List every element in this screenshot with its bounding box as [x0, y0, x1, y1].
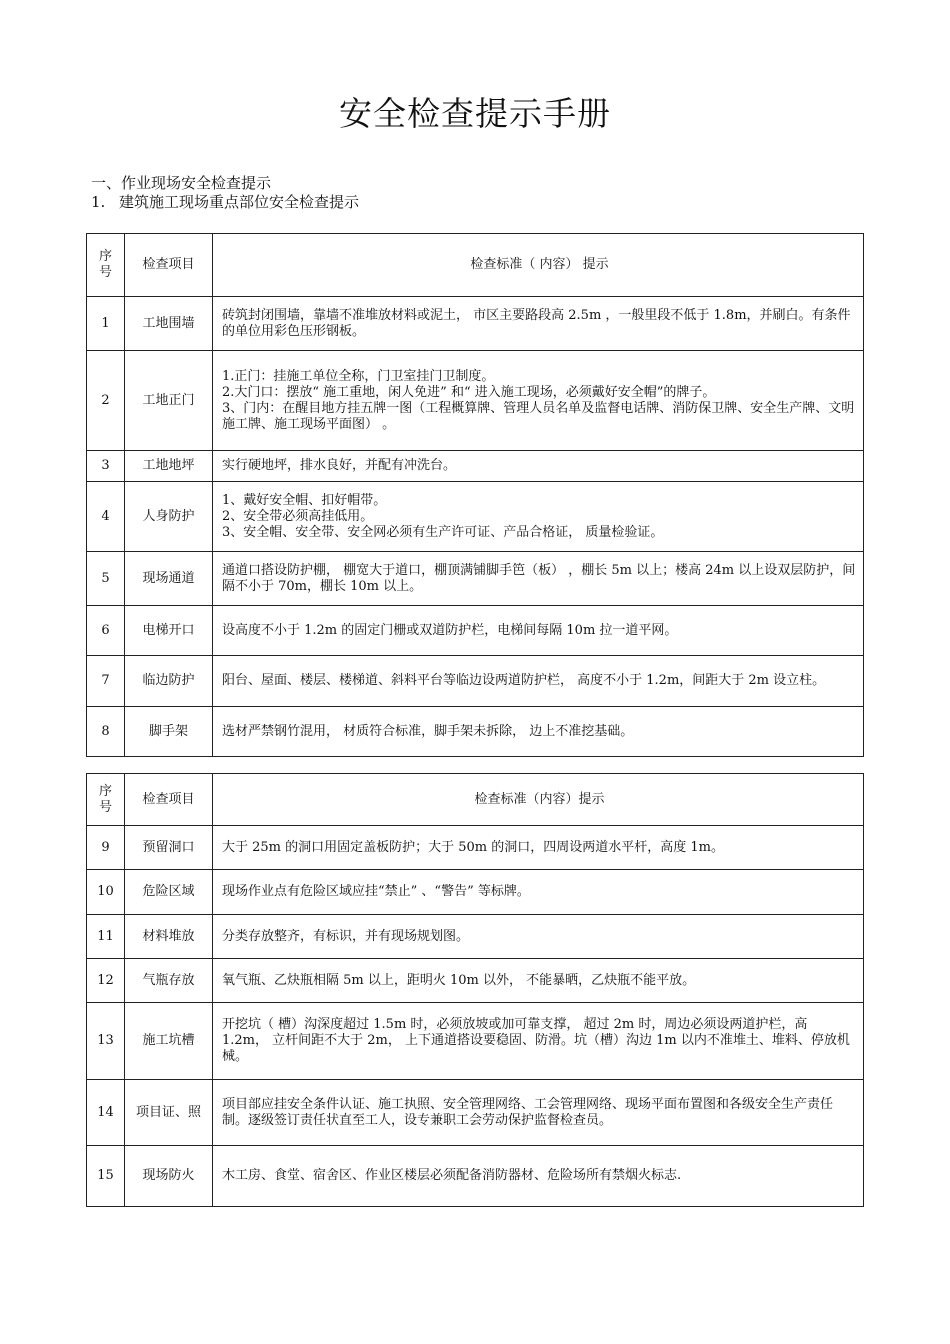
- standard-line: 阳台、屋面、楼层、楼梯道、斜料平台等临边设两道防护栏， 高度不小于 1.2m，间距大于 2m 设立柱。: [222, 673, 826, 688]
- standard-line: 木工房、食堂、宿舍区、作业区楼层必须配备消防器材、危险场所有禁烟火标志.: [222, 1168, 682, 1183]
- row-item: 施工坑槽: [125, 1003, 213, 1080]
- row-item: 工地围墙: [125, 297, 213, 351]
- table-row: [87, 1146, 864, 1207]
- row-standard: [213, 707, 864, 757]
- row-seq: 4: [87, 482, 125, 552]
- row-standard: [213, 1003, 864, 1080]
- row-item: 现场防火: [125, 1146, 213, 1207]
- row-seq: 14: [87, 1080, 125, 1146]
- table-row: [87, 552, 864, 606]
- standard-line: 3、门内：在醒目地方挂五牌一图（工程概算牌、管理人员名单及监督电话牌、消防保卫牌、安全生产牌、文明施工牌、施工现场平面图） 。: [222, 400, 855, 432]
- row-standard: [213, 451, 864, 482]
- row-standard: [213, 351, 864, 451]
- row-item: 人身防护: [125, 482, 213, 552]
- row-standard: [213, 959, 864, 1003]
- table-row: [87, 870, 864, 915]
- table-row: [87, 915, 864, 959]
- row-seq: 5: [87, 552, 125, 606]
- table-row: [87, 451, 864, 482]
- row-seq: 3: [87, 451, 125, 482]
- row-standard: [213, 656, 864, 707]
- row-standard: [213, 297, 864, 351]
- row-item: 工地地坪: [125, 451, 213, 482]
- row-standard: [213, 1146, 864, 1207]
- row-item: 气瓶存放: [125, 959, 213, 1003]
- standard-line: 开挖坑（ 槽）沟深度超过 1.5m 时，必须放坡或加可靠支撑， 超过 2m 时，周边必须设两道护栏，高 1.2m， 立杆间距不大于 2m， 上下通道搭设要稳固、防滑。坑（槽）沟边 1m 以内不准堆土、堆料、停放机械。: [222, 1017, 850, 1064]
- standard-line: 2、安全带必须高挂低用。: [222, 508, 374, 524]
- row-standard: [213, 826, 864, 870]
- table-row: [87, 351, 864, 451]
- standard-line: 1.正门：挂施工单位全称，门卫室挂门卫制度。: [222, 368, 495, 384]
- row-standard: [213, 870, 864, 915]
- standard-line: 分类存放整齐，有标识，并有现场规划图。: [222, 928, 470, 944]
- table-row: [87, 297, 864, 351]
- section-heading: 一、作业现场安全检查提示: [91, 174, 272, 192]
- row-standard: [213, 915, 864, 959]
- header-seq: 序号: [87, 774, 125, 826]
- row-standard: [213, 1080, 864, 1146]
- standard-line: 通道口搭设防护棚， 棚宽大于道口，棚顶满铺脚手笆（板） ，棚长 5m 以上；楼高 24m 以上设双层防护，间隔不小于 70m，棚长 10m 以上。: [222, 562, 856, 594]
- row-item: 预留洞口: [125, 826, 213, 870]
- row-seq: 10: [87, 870, 125, 915]
- row-item: 工地正门: [125, 351, 213, 451]
- standard-line: 项目部应挂安全条件认证、施工执照、安全管理网络、工会管理网络、现场平面布置图和各级安全生产责任制。逐级签订责任状直至工人，设专兼职工会劳动保护监督检查员。: [222, 1096, 834, 1128]
- table-header-row: [87, 234, 864, 297]
- row-seq: 8: [87, 707, 125, 757]
- row-seq: 2: [87, 351, 125, 451]
- subsection-text: 建筑施工现场重点部位安全检查提示: [119, 193, 360, 211]
- standard-line: 选材严禁钢竹混用， 材质符合标准，脚手架未拆除， 边上不准挖基础。: [222, 723, 634, 739]
- standard-line: 3、安全帽、安全带、安全网必须有生产许可证、产品合格证， 质量检验证。: [222, 524, 664, 540]
- subsection-heading: [91, 191, 359, 212]
- header-item: 检查项目: [125, 234, 213, 297]
- standard-line: 实行硬地坪，排水良好，并配有冲洗台。: [222, 458, 457, 473]
- table-row: [87, 1080, 864, 1146]
- table-header-row: [87, 774, 864, 826]
- table-row: [87, 826, 864, 870]
- row-standard: [213, 482, 864, 552]
- header-seq: 序号: [87, 234, 125, 297]
- table-row: [87, 959, 864, 1003]
- row-seq: 7: [87, 656, 125, 707]
- row-seq: 15: [87, 1146, 125, 1207]
- table-row: [87, 707, 864, 757]
- header-standard: 检查标准（ 内容） 提示: [213, 234, 864, 297]
- standard-line: 氧气瓶、乙炔瓶相隔 5m 以上，距明火 10m 以外， 不能暴晒，乙炔瓶不能平放。: [222, 972, 696, 988]
- table-row: [87, 482, 864, 552]
- table-row: [87, 606, 864, 656]
- subsection-number: 1.: [91, 193, 106, 211]
- row-seq: 1: [87, 297, 125, 351]
- row-standard: [213, 552, 864, 606]
- row-item: 脚手架: [125, 707, 213, 757]
- row-item: 电梯开口: [125, 606, 213, 656]
- row-seq: 11: [87, 915, 125, 959]
- header-item: 检查项目: [125, 774, 213, 826]
- row-item: 危险区域: [125, 870, 213, 915]
- row-seq: 6: [87, 606, 125, 656]
- header-standard: 检查标准（内容）提示: [213, 774, 864, 826]
- row-standard: [213, 606, 864, 656]
- row-item: 项目证、照: [125, 1080, 213, 1146]
- standard-line: 现场作业点有危险区域应挂“禁止” 、“警告” 等标牌。: [222, 884, 530, 899]
- standard-line: 设高度不小于 1.2m 的固定门栅或双道防护栏，电梯间每隔 10m 拉一道平网。: [222, 622, 678, 638]
- row-item: 材料堆放: [125, 915, 213, 959]
- standard-line: 2.大门口：摆放“ 施工重地，闲人免进” 和“ 进入施工现场，必须戴好安全帽”的牌子。: [222, 384, 716, 400]
- row-seq: 9: [87, 826, 125, 870]
- standard-line: 砖筑封闭围墙，靠墙不准堆放材料或泥土， 市区主要路段高 2.5m ，一般里段不低于 1.8m，并刷白。有条件的单位用彩色压形钢板。: [222, 307, 851, 339]
- inspection-table-1: [86, 233, 864, 757]
- table-row: [87, 1003, 864, 1080]
- inspection-table-2: [86, 773, 864, 1207]
- standard-line: 大于 25m 的洞口用固定盖板防护；大于 50m 的洞口，四周设两道水平杆，高度 1m。: [222, 839, 724, 855]
- row-item: 临边防护: [125, 656, 213, 707]
- table-row: [87, 656, 864, 707]
- row-seq: 13: [87, 1003, 125, 1080]
- row-seq: 12: [87, 959, 125, 1003]
- standard-line: 1、戴好安全帽、扣好帽带。: [222, 492, 387, 508]
- page-title: 安全检查提示手册: [339, 94, 611, 133]
- row-item: 现场通道: [125, 552, 213, 606]
